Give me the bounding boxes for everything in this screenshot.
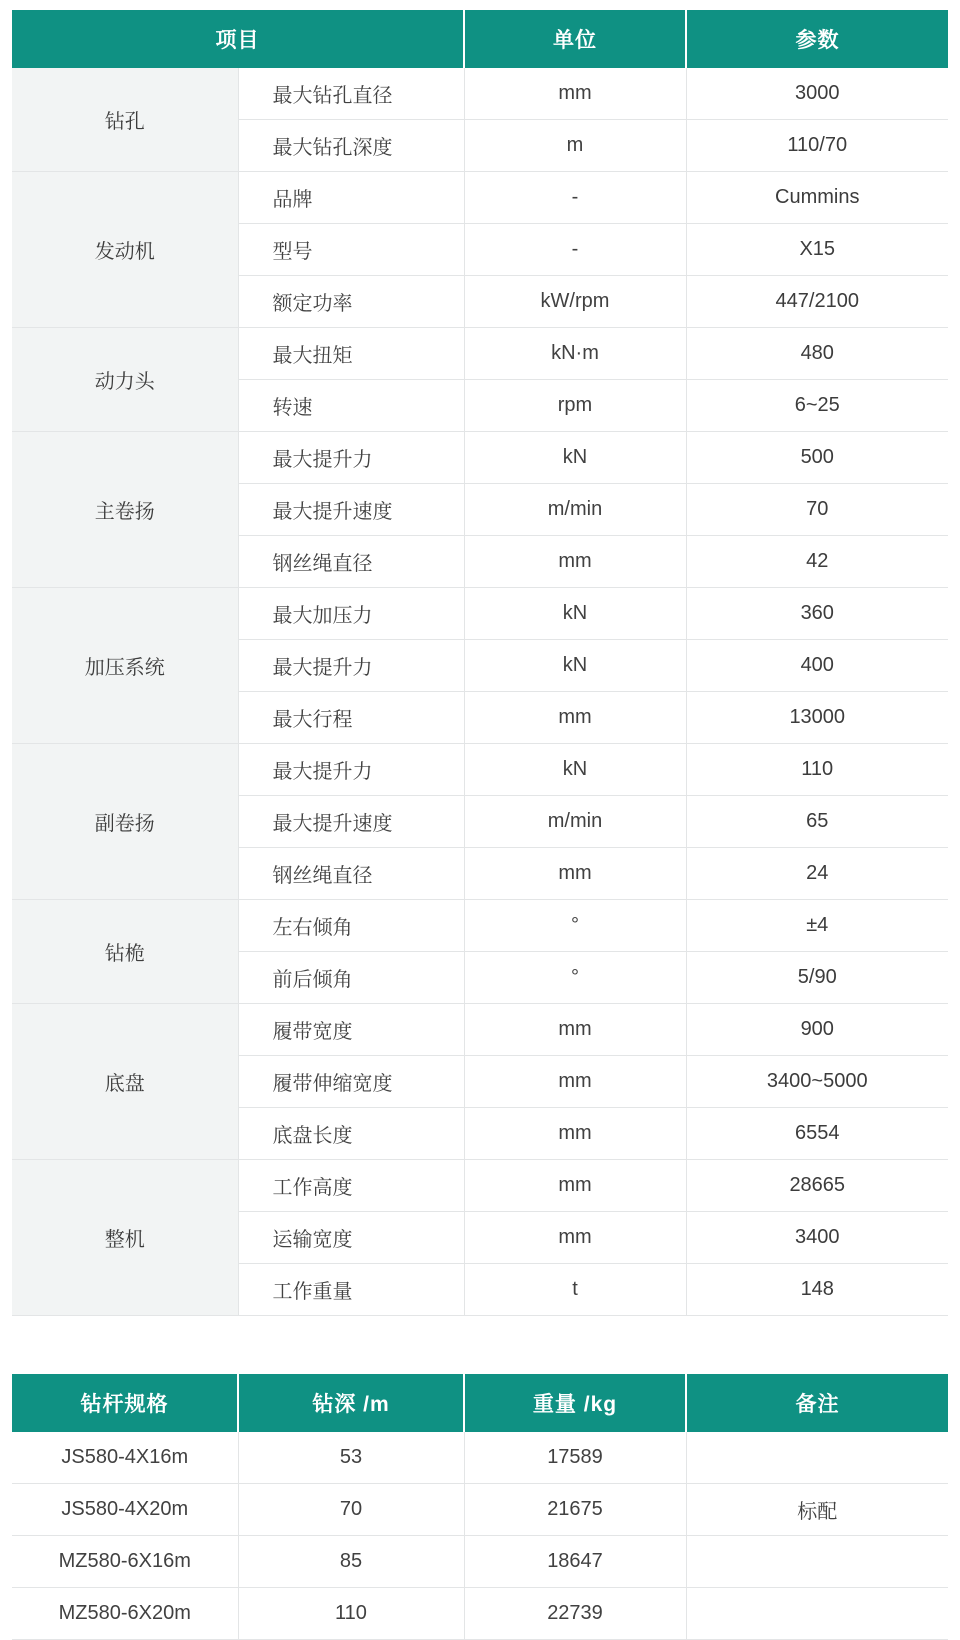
drill-rod-table-body (12, 1432, 948, 1640)
item-label: 底盘长度 (238, 1108, 464, 1160)
item-label: 品牌 (238, 172, 464, 224)
unit-label: t (464, 1264, 686, 1316)
value-label: 400 (686, 640, 948, 692)
value-label: 5/90 (686, 952, 948, 1004)
value-label: 110/70 (686, 120, 948, 172)
table-row (12, 432, 948, 484)
rod-spec-value: JS580-4X20m (12, 1484, 238, 1536)
table-header-row (12, 10, 948, 68)
column-header-rod-spec: 钻杆规格 (12, 1374, 238, 1432)
value-label: 480 (686, 328, 948, 380)
item-label: 最大提升速度 (238, 796, 464, 848)
table-row (12, 328, 948, 380)
value-label: 70 (686, 484, 948, 536)
unit-label: mm (464, 1004, 686, 1056)
item-label: 型号 (238, 224, 464, 276)
value-label: 3400 (686, 1212, 948, 1264)
rod-spec-value: MZ580-6X20m (12, 1588, 238, 1640)
rod-depth-value: 85 (238, 1536, 464, 1588)
item-label: 最大行程 (238, 692, 464, 744)
rod-weight-value: 22739 (464, 1588, 686, 1640)
item-label: 转速 (238, 380, 464, 432)
drill-rod-table-head (12, 1374, 948, 1432)
item-label: 最大提升力 (238, 744, 464, 796)
rod-spec-value: JS580-4X16m (12, 1432, 238, 1484)
item-label: 工作重量 (238, 1264, 464, 1316)
value-label: 447/2100 (686, 276, 948, 328)
specification-table-head (12, 10, 948, 68)
unit-label: ° (464, 900, 686, 952)
item-label: 最大提升速度 (238, 484, 464, 536)
table-row (12, 1484, 948, 1536)
unit-label: mm (464, 536, 686, 588)
unit-label: kN (464, 640, 686, 692)
group-label: 发动机 (12, 172, 238, 328)
rod-note-value: 标配 (686, 1484, 948, 1536)
item-label: 履带宽度 (238, 1004, 464, 1056)
unit-label: mm (464, 68, 686, 120)
table-row (12, 588, 948, 640)
unit-label: kN·m (464, 328, 686, 380)
rod-weight-value: 18647 (464, 1536, 686, 1588)
item-label: 左右倾角 (238, 900, 464, 952)
item-label: 钢丝绳直径 (238, 848, 464, 900)
unit-label: kN (464, 744, 686, 796)
table-row (12, 1536, 948, 1588)
table-row (12, 172, 948, 224)
value-label: 65 (686, 796, 948, 848)
rod-depth-value: 53 (238, 1432, 464, 1484)
value-label: ±4 (686, 900, 948, 952)
item-label: 最大扭矩 (238, 328, 464, 380)
table-row (12, 1160, 948, 1212)
group-label: 主卷扬 (12, 432, 238, 588)
value-label: 900 (686, 1004, 948, 1056)
unit-label: kN (464, 588, 686, 640)
item-label: 最大提升力 (238, 432, 464, 484)
group-label: 底盘 (12, 1004, 238, 1160)
item-label: 最大提升力 (238, 640, 464, 692)
table-row (12, 1432, 948, 1484)
group-label: 整机 (12, 1160, 238, 1316)
unit-label: ° (464, 952, 686, 1004)
table-row (12, 1588, 948, 1640)
unit-label: mm (464, 848, 686, 900)
group-label: 钻孔 (12, 68, 238, 172)
rod-spec-value: MZ580-6X16m (12, 1536, 238, 1588)
table-row (12, 1004, 948, 1056)
unit-label: - (464, 224, 686, 276)
rod-weight-value: 17589 (464, 1432, 686, 1484)
column-header-rod-weight: 重量 /kg (464, 1374, 686, 1432)
value-label: 28665 (686, 1160, 948, 1212)
table-row (12, 68, 948, 120)
unit-label: m/min (464, 796, 686, 848)
value-label: 3000 (686, 68, 948, 120)
unit-label: kW/rpm (464, 276, 686, 328)
item-label: 前后倾角 (238, 952, 464, 1004)
group-label: 动力头 (12, 328, 238, 432)
rod-note-value (686, 1432, 948, 1484)
table-header-row (12, 1374, 948, 1432)
value-label: 24 (686, 848, 948, 900)
value-label: 110 (686, 744, 948, 796)
column-header-value: 参数 (686, 10, 948, 68)
unit-label: mm (464, 692, 686, 744)
group-label: 副卷扬 (12, 744, 238, 900)
column-header-rod-depth: 钻深 /m (238, 1374, 464, 1432)
column-header-rod-note: 备注 (686, 1374, 948, 1432)
item-label: 履带伸缩宽度 (238, 1056, 464, 1108)
item-label: 运输宽度 (238, 1212, 464, 1264)
column-header-unit: 单位 (464, 10, 686, 68)
column-header-item: 项目 (12, 10, 464, 68)
unit-label: mm (464, 1056, 686, 1108)
value-label: 360 (686, 588, 948, 640)
unit-label: mm (464, 1108, 686, 1160)
item-label: 工作高度 (238, 1160, 464, 1212)
group-label: 加压系统 (12, 588, 238, 744)
item-label: 最大加压力 (238, 588, 464, 640)
value-label: 6~25 (686, 380, 948, 432)
unit-label: kN (464, 432, 686, 484)
table-row (12, 900, 948, 952)
value-label: Cummins (686, 172, 948, 224)
item-label: 最大钻孔直径 (238, 68, 464, 120)
drill-rod-table (12, 1374, 948, 1640)
specification-table-body (12, 68, 948, 1316)
item-label: 最大钻孔深度 (238, 120, 464, 172)
unit-label: rpm (464, 380, 686, 432)
rod-depth-value: 70 (238, 1484, 464, 1536)
specification-table (12, 10, 948, 1316)
value-label: 6554 (686, 1108, 948, 1160)
rod-depth-value: 110 (238, 1588, 464, 1640)
group-label: 钻桅 (12, 900, 238, 1004)
unit-label: mm (464, 1212, 686, 1264)
table-row (12, 744, 948, 796)
unit-label: m/min (464, 484, 686, 536)
item-label: 额定功率 (238, 276, 464, 328)
rod-note-value (686, 1588, 948, 1640)
unit-label: - (464, 172, 686, 224)
value-label: 13000 (686, 692, 948, 744)
rod-note-value (686, 1536, 948, 1588)
value-label: 500 (686, 432, 948, 484)
table-spacer (12, 1316, 948, 1374)
value-label: 42 (686, 536, 948, 588)
value-label: X15 (686, 224, 948, 276)
item-label: 钢丝绳直径 (238, 536, 464, 588)
value-label: 148 (686, 1264, 948, 1316)
value-label: 3400~5000 (686, 1056, 948, 1108)
unit-label: m (464, 120, 686, 172)
rod-weight-value: 21675 (464, 1484, 686, 1536)
unit-label: mm (464, 1160, 686, 1212)
